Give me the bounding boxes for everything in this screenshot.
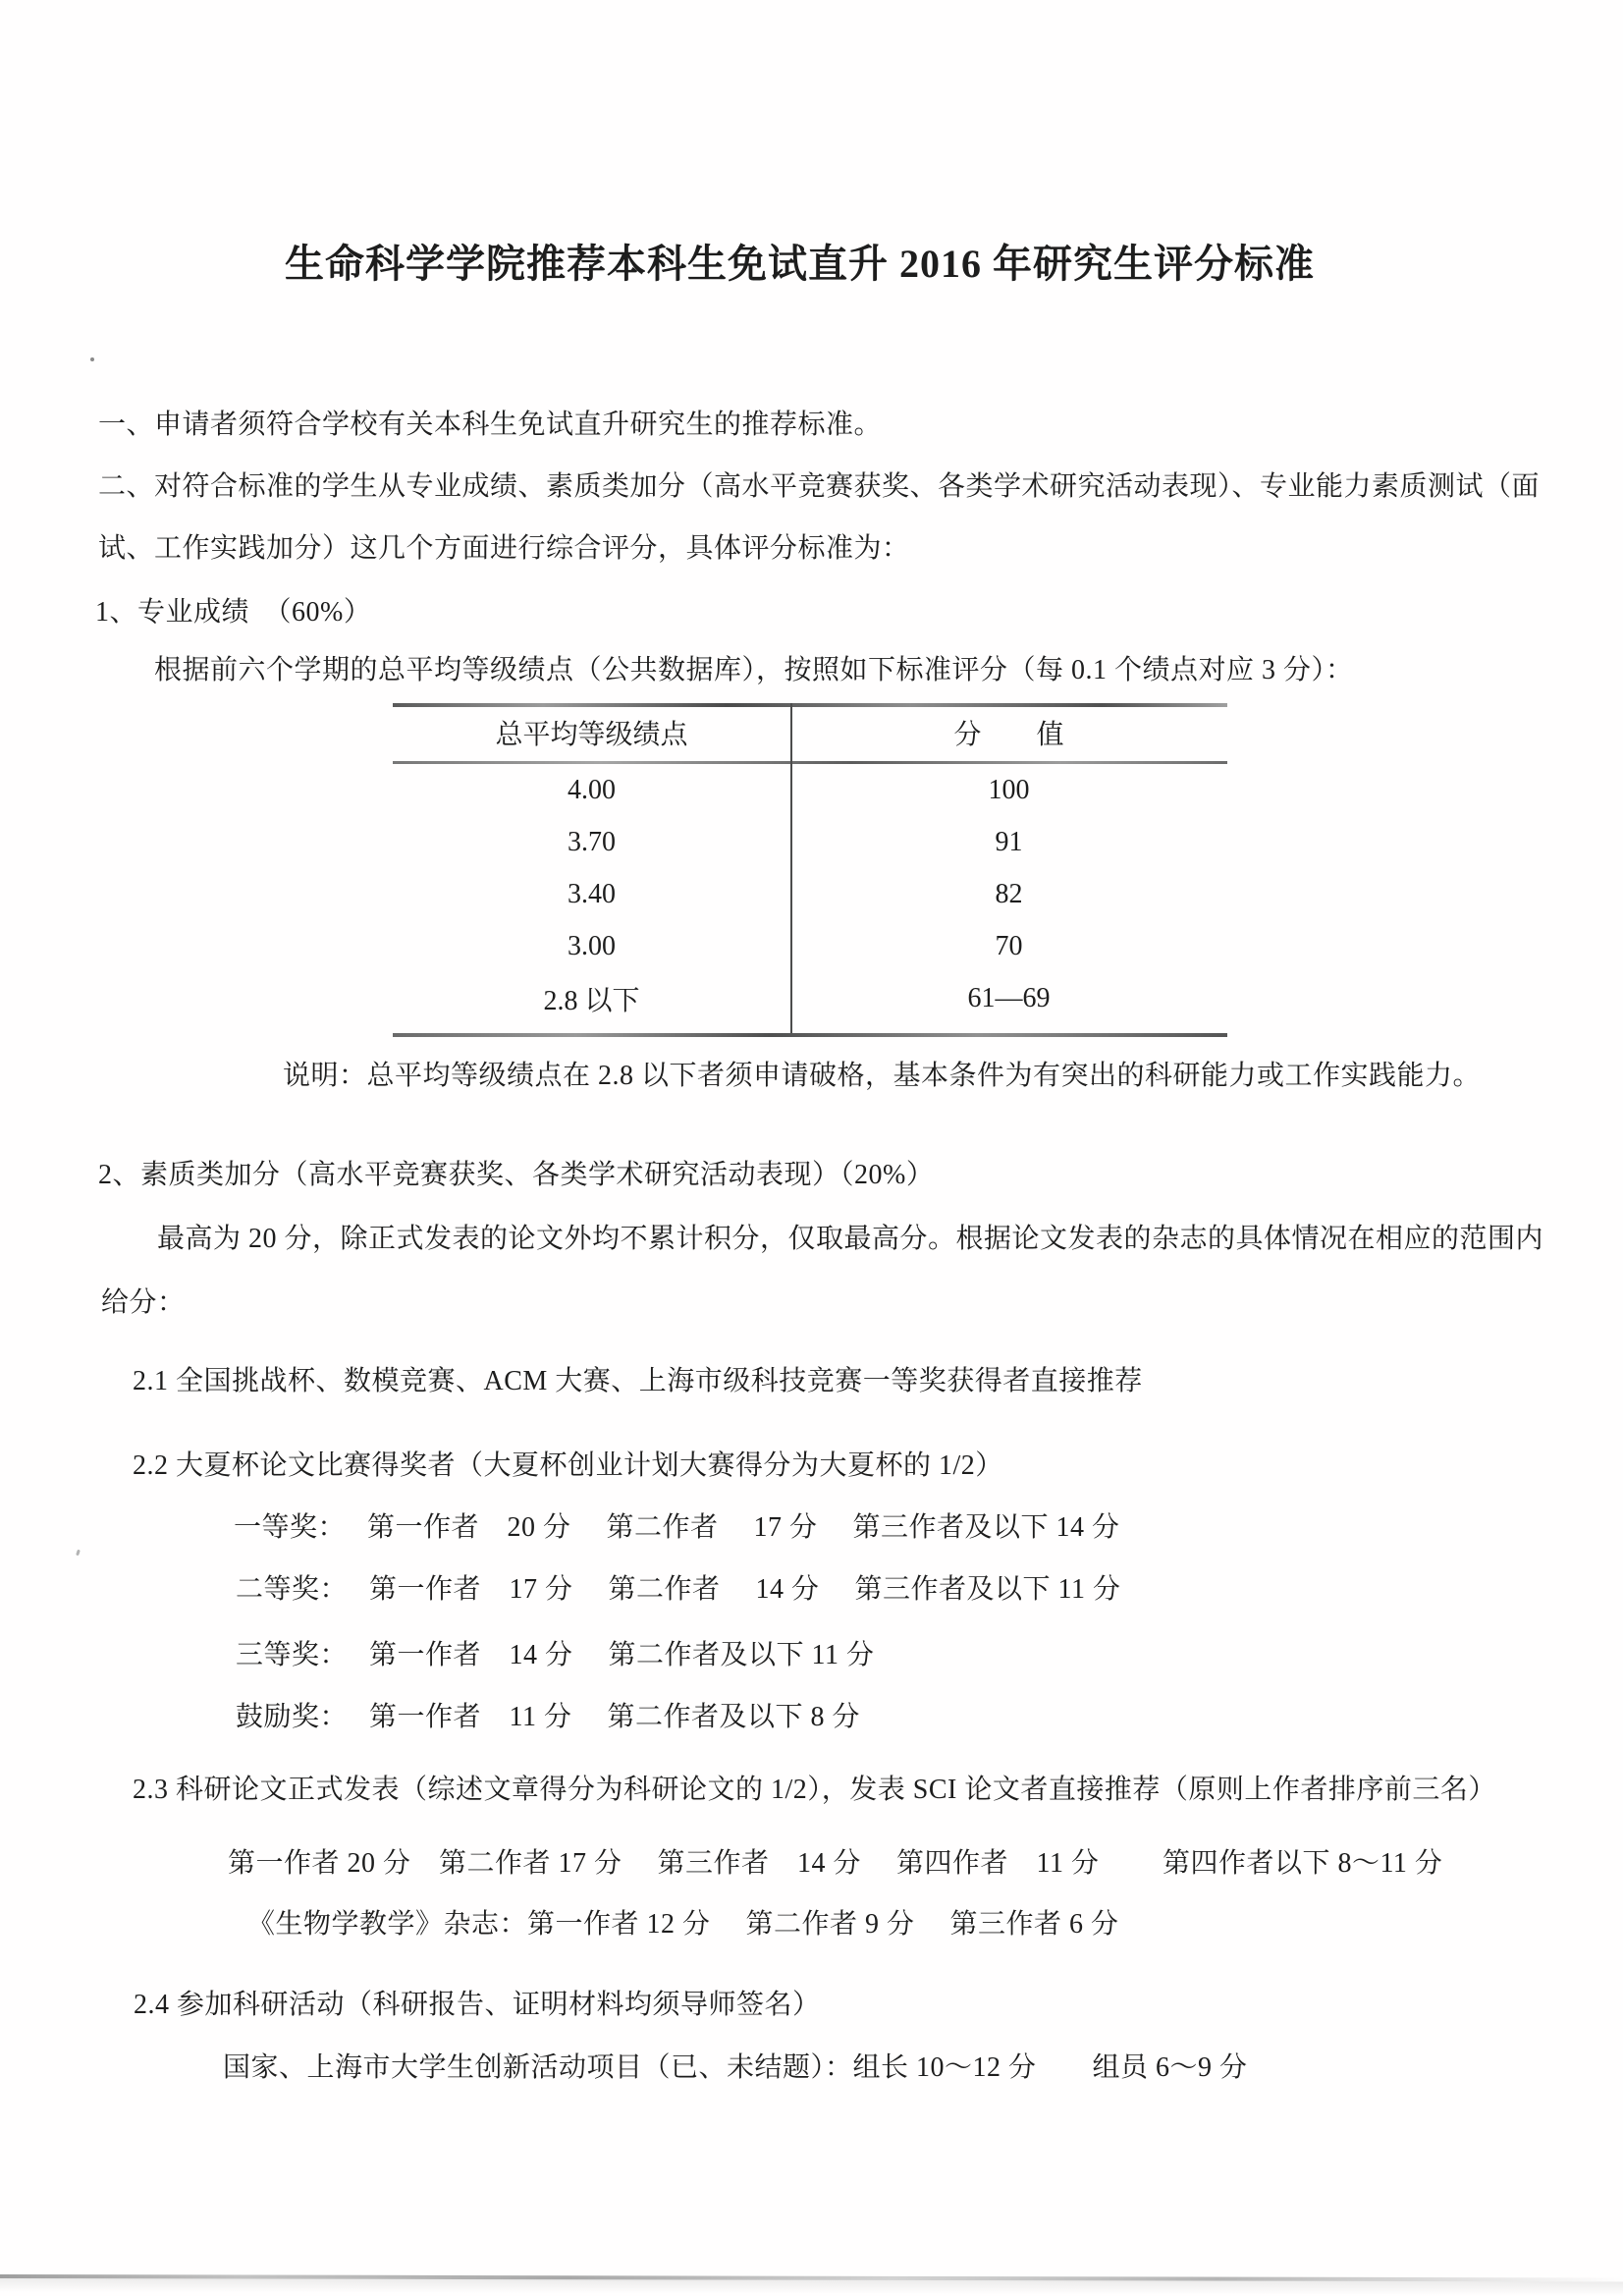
- section1-note: 说明：总平均等级绩点在 2.8 以下者须申请破格，基本条件为有突出的科研能力或工作实践能力。: [283, 1061, 1482, 1091]
- score-cell: 91: [995, 826, 1023, 857]
- table-vertical-divider: [790, 703, 792, 1037]
- intro-item-2-line-2: 试、工作实践加分）这几个方面进行综合评分，具体评分标准为：: [98, 533, 910, 564]
- gpa-score-table: [393, 703, 1227, 1037]
- gpa-cell: 3.40: [568, 878, 616, 909]
- gpa-cell: 3.70: [568, 826, 616, 857]
- table-row: [393, 920, 1227, 972]
- table-col1-header: 总平均等级绩点: [495, 719, 688, 750]
- scan-speck: [76, 1550, 81, 1557]
- table-bottom-border: [393, 1033, 1227, 1037]
- item-2-4-heading: 2.4 参加科研活动（科研报告、证明材料均须导师签名）: [134, 1990, 821, 2020]
- score-cell: 100: [988, 774, 1030, 805]
- section1-heading: 1、专业成绩 （60%）: [95, 597, 372, 628]
- item-2-2-heading: 2.2 大夏杯论文比赛得奖者（大夏杯创业计划大赛得分为大夏杯的 1/2）: [133, 1450, 1003, 1481]
- section2-desc-line-2: 给分：: [101, 1287, 186, 1318]
- score-cell: 61—69: [967, 982, 1051, 1013]
- intro-item-1: 一、申请者须符合学校有关本科生免试直升研究生的推荐标准。: [98, 410, 883, 440]
- gpa-cell: 3.00: [568, 930, 616, 961]
- score-cell: 70: [995, 930, 1023, 961]
- table-row: [393, 868, 1227, 920]
- table-header-row: [393, 703, 1227, 761]
- section2-desc-line-1: 最高为 20 分，除正式发表的论文外均不累计积分，仅取最高分。根据论文发表的杂志的具体情况在相应的范围内: [157, 1224, 1544, 1254]
- gpa-cell: 2.8 以下: [543, 985, 640, 1016]
- table-row: [393, 764, 1227, 816]
- score-cell: 82: [995, 878, 1023, 909]
- section2-heading: 2、素质类加分（高水平竞赛获奖、各类学术研究活动表现）（20%）: [98, 1160, 935, 1190]
- item-2-1: 2.1 全国挑战杯、数模竞赛、ACM 大赛、上海市级科技竞赛一等奖获得者直接推荐: [133, 1366, 1143, 1396]
- section1-desc: 根据前六个学期的总平均等级绩点（公共数据库），按照如下标准评分（每 0.1 个绩点对应 3 分）：: [154, 655, 1354, 685]
- table-col2-header: 分 值: [953, 719, 1064, 750]
- table-row: [393, 972, 1227, 1024]
- item-2-3-journal: 《生物学教学》杂志：第一作者 12 分 第二作者 9 分 第三作者 6 分: [247, 1909, 1119, 1940]
- item-2-3-heading: 2.3 科研论文正式发表（综述文章得分为科研论文的 1/2），发表 SCI 论文者直接推荐（原则上作者排序前三名）: [133, 1775, 1496, 1805]
- table-row: [393, 816, 1227, 868]
- gpa-cell: 4.00: [568, 774, 616, 805]
- page-title: 生命科学学院推荐本科生免试直升 2016 年研究生评分标准: [285, 242, 1315, 286]
- prize-line-first: 一等奖： 第一作者 20 分 第二作者 17 分 第三作者及以下 14 分: [234, 1512, 1120, 1543]
- item-2-4-detail: 国家、上海市大学生创新活动项目（已、未结题）：组长 10～12 分 组员 6～9 分: [223, 2052, 1248, 2083]
- item-2-3-authors: 第一作者 20 分 第二作者 17 分 第三作者 14 分 第四作者 11 分 第四作者以下 8～11 分: [228, 1848, 1443, 1879]
- prize-line-second: 二等奖： 第一作者 17 分 第二作者 14 分 第三作者及以下 11 分: [236, 1574, 1121, 1605]
- prize-line-encourage: 鼓励奖： 第一作者 11 分 第二作者及以下 8 分: [236, 1702, 860, 1732]
- prize-line-third: 三等奖： 第一作者 14 分 第二作者及以下 11 分: [236, 1640, 875, 1670]
- scan-speck: [90, 357, 94, 361]
- scan-shadow-soft: [0, 2278, 1623, 2295]
- intro-item-2-line-1: 二、对符合标准的学生从专业成绩、素质类加分（高水平竞赛获奖、各类学术研究活动表现）、专业能力素质测试（面: [98, 471, 1541, 502]
- table-body: [393, 764, 1227, 1024]
